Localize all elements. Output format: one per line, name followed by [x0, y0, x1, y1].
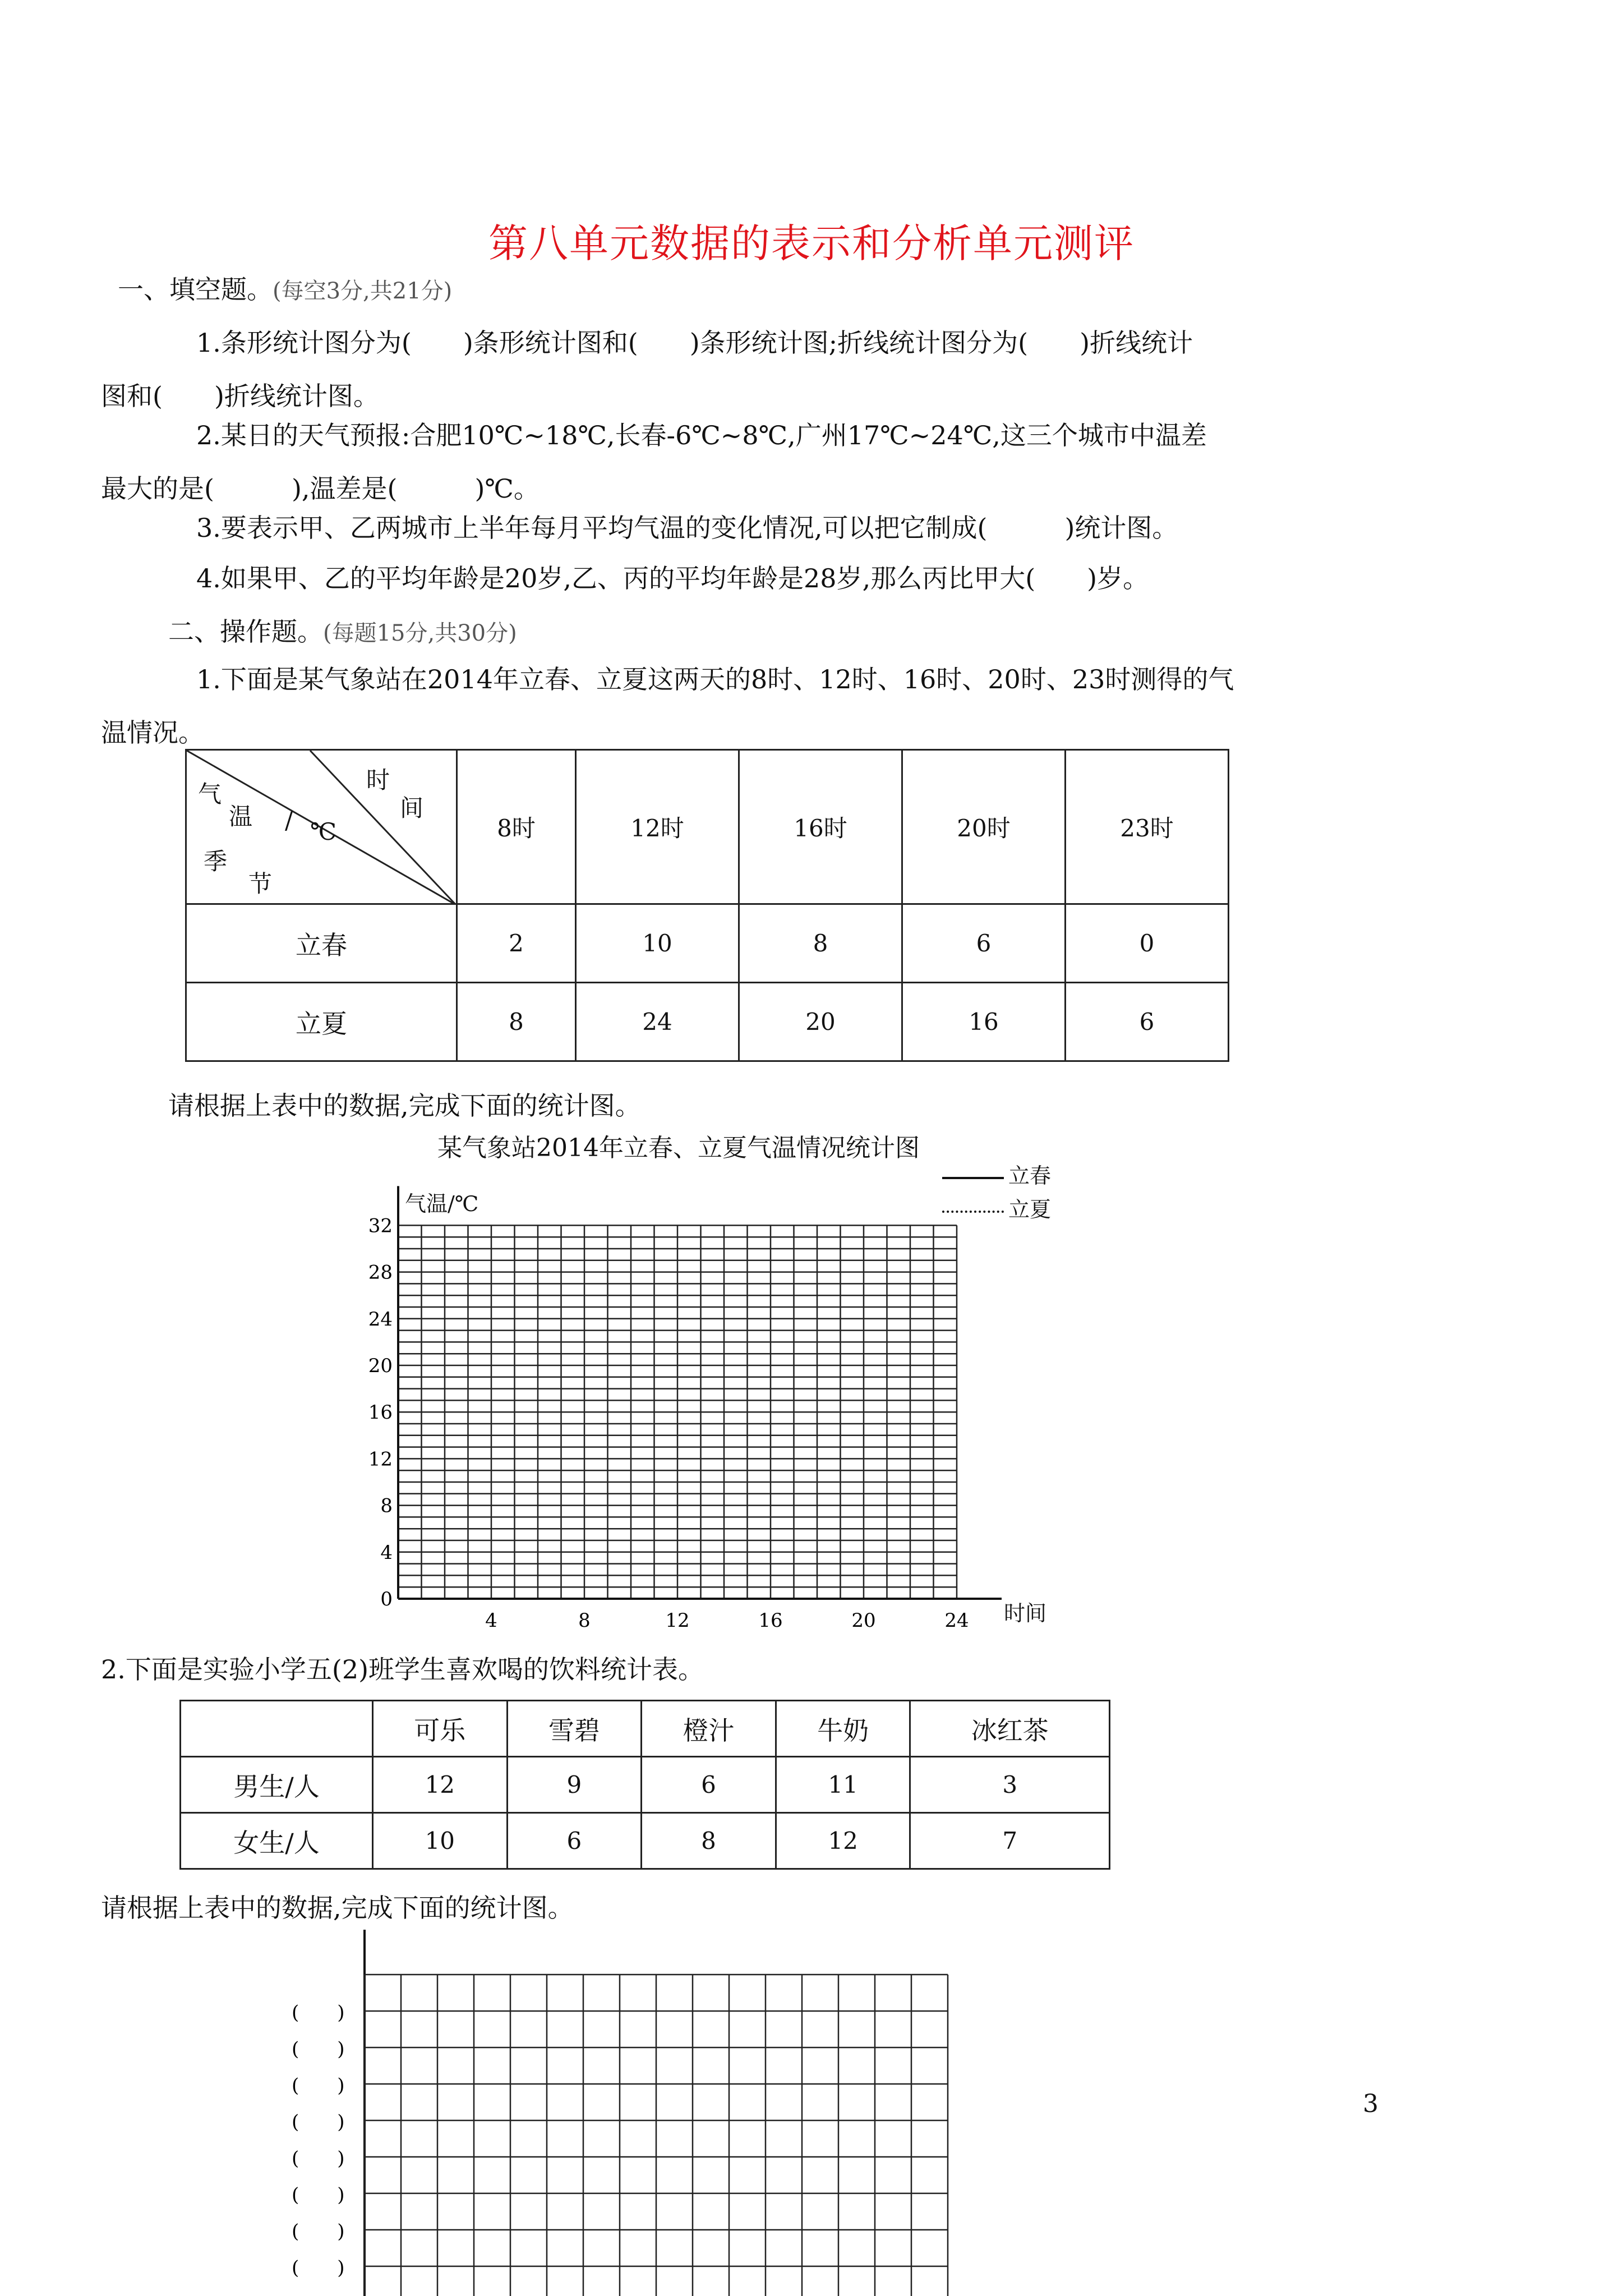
- table-header-cell: 8时: [457, 750, 576, 904]
- corner-label-f: ℃: [310, 818, 336, 845]
- table-header-cell: 16时: [739, 750, 902, 904]
- q3-line1: 3.要表示甲、乙两城市上半年每月平均气温的变化情况,可以把它制成( )统计图。: [196, 513, 1178, 543]
- table-header-cell: 12时: [576, 750, 739, 904]
- chart2-blank-label: ( ): [292, 2111, 345, 2133]
- op2-line1: 2.下面是实验小学五(2)班学生喜欢喝的饮料统计表。: [101, 1654, 704, 1685]
- table-header-cell: 20时: [902, 750, 1065, 904]
- table-row: [186, 904, 1229, 983]
- temperature-table: [185, 749, 1229, 1062]
- y-tick-label: 0: [380, 1588, 393, 1611]
- corner-label-g: 季: [204, 848, 228, 875]
- section2-note: (每题15分,共30分): [323, 620, 517, 646]
- table-row: [186, 983, 1229, 1061]
- q1-line2: 图和( )折线统计图。: [101, 381, 379, 411]
- table-cell: 11: [776, 1757, 910, 1813]
- table-row: [181, 1701, 1110, 1757]
- y-tick-label: 4: [380, 1541, 393, 1564]
- x-tick-label: 12: [665, 1609, 690, 1632]
- corner-label-b: 间: [400, 794, 424, 822]
- y-tick-label: 28: [368, 1261, 393, 1284]
- x-tick-label: 8: [578, 1609, 591, 1632]
- legend-label: 立春: [1008, 1163, 1052, 1188]
- table-header-cell: 23时: [1065, 750, 1228, 904]
- chart1-xlabel: 时间: [1004, 1601, 1047, 1626]
- x-tick-label: 16: [758, 1609, 783, 1632]
- corner-label-c: 气: [198, 780, 222, 808]
- corner-label-e: /: [285, 807, 293, 834]
- row-label: 立春: [186, 904, 457, 983]
- table-cell: 16: [902, 983, 1065, 1061]
- table-corner-cell: [186, 750, 457, 904]
- chart1-title: 某气象站2014年立春、立夏气温情况统计图: [437, 1134, 920, 1162]
- chart2-blank-label: ( ): [292, 2220, 345, 2243]
- chart2-grid: [280, 1930, 987, 2296]
- page-number: 3: [1363, 2090, 1378, 2118]
- corner-label-d: 温: [229, 803, 253, 830]
- table-cell: 24: [576, 983, 739, 1061]
- table-cell: 9: [507, 1757, 642, 1813]
- table-cell: 6: [902, 904, 1065, 983]
- row-label: 立夏: [186, 983, 457, 1061]
- q2-line1: 2.某日的天气预报:合肥10℃~18℃,长春-6℃~8℃,广州17℃~24℃,这三个城市中温差: [196, 420, 1207, 450]
- table-cell: 6: [507, 1813, 642, 1869]
- section2-heading-text: 二、操作题。: [168, 616, 323, 647]
- corner-label-a: 时: [366, 766, 390, 794]
- q4-line1: 4.如果甲、乙的平均年龄是20岁,乙、丙的平均年龄是28岁,那么丙比甲大( )岁。: [196, 563, 1149, 593]
- q1-line1: 1.条形统计图分为( )条形统计图和( )条形统计图;折线统计图分为( )折线统计: [196, 328, 1193, 358]
- y-tick-label: 8: [380, 1494, 393, 1517]
- table-cell: 8: [642, 1813, 776, 1869]
- table-cell: 10: [373, 1813, 508, 1869]
- q2-line2: 最大的是( ),温差是( )℃。: [101, 473, 540, 504]
- y-tick-label: 16: [368, 1401, 393, 1424]
- table-cell: 3: [910, 1757, 1110, 1813]
- table-header-cell: 雪碧: [507, 1701, 642, 1757]
- chart2-blank-label: ( ): [292, 2184, 345, 2206]
- table-cell: 12: [373, 1757, 508, 1813]
- table-cell: 2: [457, 904, 576, 983]
- table-cell: 6: [642, 1757, 776, 1813]
- section1-note: (每空3分,共21分): [273, 278, 453, 304]
- table-cell: 20: [739, 983, 902, 1061]
- x-tick-label: 20: [851, 1609, 876, 1632]
- y-tick-label: 24: [368, 1308, 393, 1331]
- op1-line1: 1.下面是某气象站在2014年立春、立夏这两天的8时、12时、16时、20时、23时测得的气: [196, 664, 1234, 694]
- chart2-blank-label: ( ): [292, 2257, 345, 2279]
- chart2-blank-label: ( ): [292, 2001, 345, 2024]
- op1-line2: 温情况。: [101, 717, 204, 748]
- chart2-blank-label: ( ): [292, 2074, 345, 2097]
- table-header-cell: 冰红茶: [910, 1701, 1110, 1757]
- section2-heading: [168, 611, 517, 648]
- y-tick-label: 12: [368, 1448, 393, 1471]
- section1-heading: [118, 269, 452, 306]
- drinks-table: [179, 1700, 1110, 1870]
- table-header-cell: 牛奶: [776, 1701, 910, 1757]
- table-cell: 8: [457, 983, 576, 1061]
- instruction-2: 请根据上表中的数据,完成下面的统计图。: [101, 1893, 574, 1923]
- page-title: 第八单元数据的表示和分析单元测评: [488, 220, 1135, 266]
- y-tick-label: 20: [368, 1355, 393, 1377]
- corner-label-h: 节: [248, 870, 273, 898]
- chart2-blank-label: ( ): [292, 2147, 345, 2170]
- x-tick-label: 24: [944, 1609, 969, 1632]
- table-header-cell: 橙汁: [642, 1701, 776, 1757]
- y-tick-label: 32: [368, 1214, 393, 1237]
- table-cell: 7: [910, 1813, 1110, 1869]
- instruction-1: 请根据上表中的数据,完成下面的统计图。: [168, 1091, 641, 1121]
- table-cell: 8: [739, 904, 902, 983]
- legend-label: 立夏: [1008, 1197, 1052, 1222]
- chart1-ylabel: 气温/℃: [405, 1191, 479, 1216]
- chart1-grid: [348, 1178, 1021, 1638]
- table-row: [181, 1757, 1110, 1813]
- table-cell: 10: [576, 904, 739, 983]
- table-header-cell: 可乐: [373, 1701, 508, 1757]
- section1-heading-text: 一、填空题。: [118, 274, 273, 305]
- table-cell: 12: [776, 1813, 910, 1869]
- chart2-blank-label: ( ): [292, 2038, 345, 2060]
- table-header-cell: [181, 1701, 373, 1757]
- row-label: 男生/人: [181, 1757, 373, 1813]
- row-label: 女生/人: [181, 1813, 373, 1869]
- table-row: [181, 1813, 1110, 1869]
- x-tick-label: 4: [485, 1609, 497, 1632]
- table-cell: 6: [1065, 983, 1228, 1061]
- table-cell: 0: [1065, 904, 1228, 983]
- table-row: [186, 750, 1229, 904]
